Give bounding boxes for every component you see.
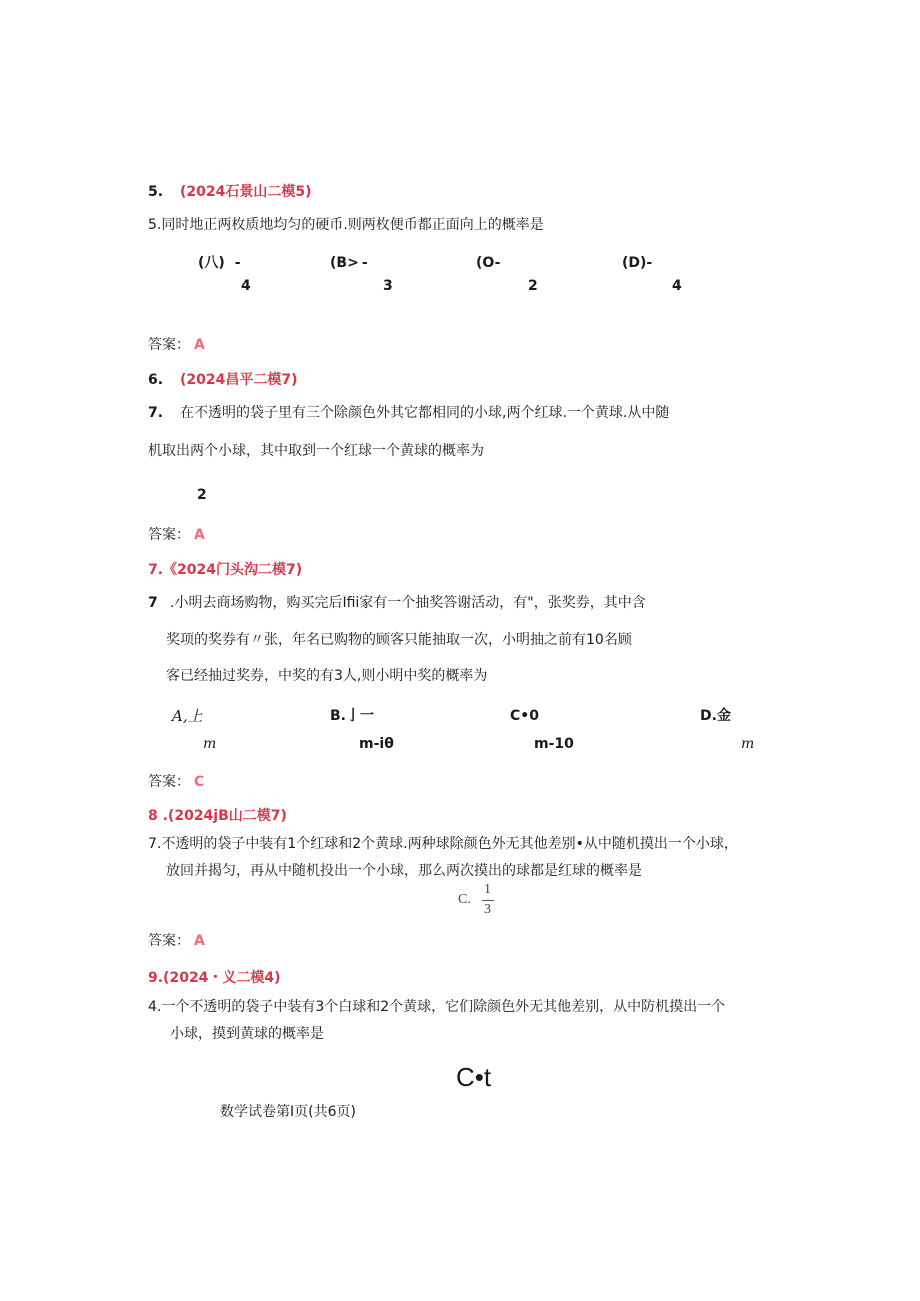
q7-option-a: A,上 bbox=[172, 707, 203, 725]
q5-option-b-label: (B> - bbox=[330, 255, 368, 271]
q6-stem-line1: 在不透明的袋子里有三个除颜色外其它都相同的小球,两个红球.一个黄球.从中随 bbox=[180, 405, 670, 421]
q8-fraction-bar bbox=[482, 900, 494, 901]
q8-stem-line2: 放回并揭匀，再从中随机投出一个小球，那么两次摸出的球都是红球的概率是 bbox=[166, 863, 642, 879]
q8-option-c-numerator: 1 bbox=[484, 882, 491, 897]
q6-number: 6. bbox=[148, 372, 164, 388]
q7-answer: C bbox=[194, 774, 205, 790]
q7-option-c-denominator: m-10 bbox=[534, 736, 574, 752]
q5-answer-label: 答案： bbox=[148, 337, 190, 353]
q6-stem-number: 7. bbox=[148, 405, 164, 421]
q8-option-c-denominator: 3 bbox=[484, 902, 491, 917]
q7-option-d: D.金 bbox=[700, 708, 731, 724]
q7-source: 7.《2024门头沟二模7) bbox=[148, 562, 303, 578]
q8-option-c-label: C. bbox=[458, 892, 471, 907]
page-footer: 数学试卷第I页(共6页) bbox=[220, 1104, 356, 1120]
q7-option-b-denominator: m-iθ bbox=[359, 736, 394, 752]
q5-option-b-denominator: 3 bbox=[383, 278, 393, 294]
q9-source: 9.(2024・义二模4) bbox=[148, 970, 281, 986]
q5-option-d-denominator: 4 bbox=[672, 278, 682, 294]
q7-option-d-denominator: m bbox=[741, 736, 755, 752]
q7-answer-label: 答案： bbox=[148, 774, 190, 790]
q7-option-c: C•0 bbox=[510, 708, 539, 724]
q8-answer-label: 答案： bbox=[148, 933, 190, 949]
q7-stem-line1: .小明去商场购物，购买完后Ifii家有一个抽奖答谢活动，有"，张奖券，其中含 bbox=[170, 595, 646, 611]
q8-stem-line1: 7.不透明的袋子中装有1个红球和2个黄球.两种球除颜色外无其他差别•从中随机摸出一个小球， bbox=[148, 836, 738, 852]
q5-number: 5. bbox=[148, 184, 164, 200]
q6-source: (2024昌平二模7) bbox=[180, 372, 298, 388]
q8-option-c-fraction bbox=[458, 880, 508, 926]
q5-source: (2024石景山二模5) bbox=[180, 184, 312, 200]
q9-stem-line1: 4.一个不透明的袋子中装有3个白球和2个黄球，它们除颜色外无其他差别，从中防机摸出一个 bbox=[148, 999, 726, 1015]
q6-stem-line2: 机取出两个小球，其中取到一个红球一个黄球的概率为 bbox=[148, 443, 484, 459]
q7-stem-line3: 客已经抽过奖券，中奖的有3人,则小明中奖的概率为 bbox=[166, 668, 488, 684]
q5-option-c-label: (O- bbox=[476, 255, 501, 271]
q7-stem-line2: 奖项的奖券有〃张，年名已购物的顾客只能抽取一次，小明抽之前有10名顾 bbox=[166, 632, 632, 648]
q8-source: 8 .(2024jB山二模7) bbox=[148, 808, 287, 824]
q7-option-b: B.亅一 bbox=[330, 708, 374, 724]
q7-option-a-denominator: m bbox=[203, 736, 217, 752]
q5-answer: A bbox=[194, 337, 205, 353]
q5-option-c-denominator: 2 bbox=[528, 278, 538, 294]
q6-answer: A bbox=[194, 527, 205, 543]
q6-fragment: 2 bbox=[197, 487, 207, 503]
q5-stem: 5.同时地正两枚质地均匀的硬币.则两枚便币都正面向上的概率是 bbox=[148, 217, 544, 233]
q5-option-d-label: (D)- bbox=[622, 255, 653, 271]
q5-option-a-denominator: 4 bbox=[241, 278, 251, 294]
q8-answer: A bbox=[194, 933, 205, 949]
q9-option-c: C•t bbox=[456, 1062, 492, 1092]
q9-stem-line2: 小球，摸到黄球的概率是 bbox=[170, 1026, 324, 1042]
q5-option-a-label: (八) - bbox=[198, 255, 241, 271]
q6-answer-label: 答案： bbox=[148, 527, 190, 543]
q7-stem-number: 7 bbox=[148, 595, 158, 611]
